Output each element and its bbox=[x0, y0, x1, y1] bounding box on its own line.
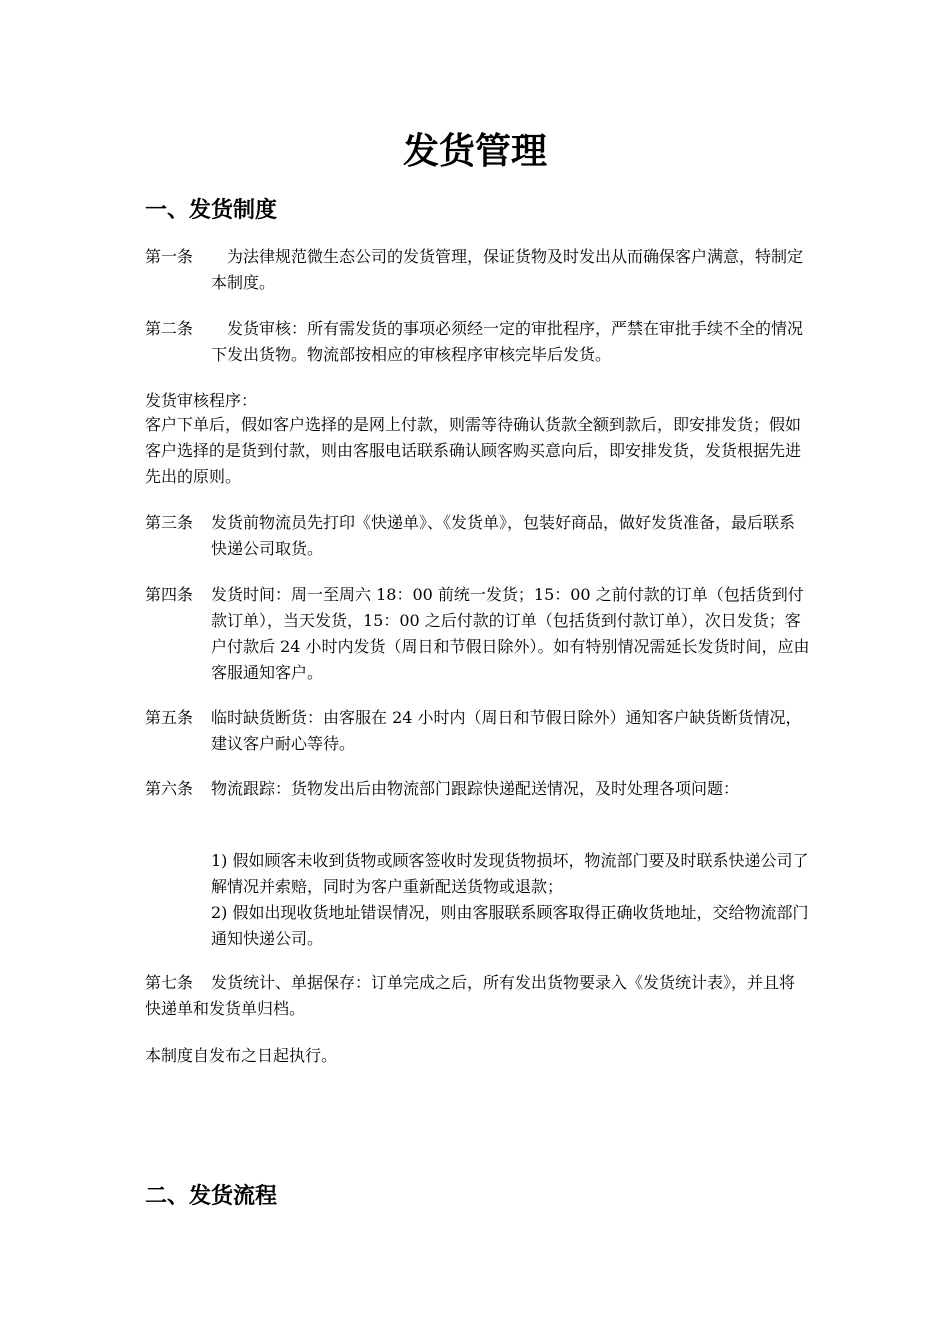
article-5-label: 第五条 bbox=[145, 708, 194, 727]
article-7-text: 发货统计、单据保存：订单完成之后，所有发出货物要录入《发货统计表》，并且将快递单和发货单归档。 bbox=[145, 973, 796, 1018]
article-6-item-1: 1) 假如顾客未收到货物或顾客签收时发现货物损坏，物流部门要及时联系快递公司了解情况并索赔，同时为客户重新配送货物或退款； bbox=[211, 851, 809, 896]
article-1-text: 为法律规范微生态公司的发货管理，保证货物及时发出从而确保客户满意，特制定本制度。 bbox=[211, 247, 804, 292]
article-6-text: 物流跟踪：货物发出后由物流部门跟踪快递配送情况，及时处理各项问题： bbox=[211, 779, 740, 798]
section-heading-shipping-process: 二、发货流程 bbox=[145, 1183, 278, 1209]
article-6-label: 第六条 bbox=[145, 779, 194, 798]
article-5-text: 临时缺货断货：由客服在 24 小时内（周日和节假日除外）通知客户缺货断货情况，建议客户耐心等待。 bbox=[211, 708, 802, 753]
review-procedure-text: 客户下单后，假如客户选择的是网上付款，则需等待确认货款全额到款后，即安排发货；假如客户选择的是货到付款，则由客服电话联系确认顾客购买意向后，即安排发货，发货根据先进先出的原则。 bbox=[145, 415, 802, 486]
article-2-label: 第二条 bbox=[145, 319, 194, 338]
article-1-label: 第一条 bbox=[145, 247, 194, 266]
closing-statement: 本制度自发布之日起执行。 bbox=[145, 1046, 338, 1065]
article-4-text: 发货时间：周一至周六 18：00 前统一发货；15：00 之前付款的订单（包括货到付款订单），当天发货，15：00 之后付款的订单（包括货到付款订单），次日发货；客户付款后 24 小时内发货（周日和节假日除外）。如有特别情况需延长发货时间，应由客服通知客户。 bbox=[211, 585, 810, 682]
article-1 bbox=[145, 244, 810, 296]
article-6 bbox=[145, 776, 810, 802]
article-4-label: 第四条 bbox=[145, 585, 194, 604]
article-2 bbox=[145, 316, 810, 368]
review-procedure-heading: 发货审核程序： bbox=[145, 391, 258, 410]
page-title: 发货管理 bbox=[402, 130, 547, 172]
article-3 bbox=[145, 510, 810, 562]
article-2-text: 发货审核：所有需发货的事项必须经一定的审批程序，严禁在审批手续不全的情况下发出货物。物流部按相应的审核程序审核完毕后发货。 bbox=[211, 319, 804, 364]
article-5 bbox=[145, 705, 810, 757]
article-6-item-2: 2) 假如出现收货地址错误情况，则由客服联系顾客取得正确收货地址，交给物流部门通知快递公司。 bbox=[211, 903, 809, 948]
article-3-text: 发货前物流员先打印《快递单》、《发货单》，包装好商品，做好发货准备，最后联系快递公司取货。 bbox=[211, 513, 796, 558]
article-3-label: 第三条 bbox=[145, 513, 194, 532]
article-4 bbox=[145, 582, 810, 686]
article-7-label: 第七条 bbox=[145, 973, 194, 992]
section-heading-shipping-policy: 一、发货制度 bbox=[145, 197, 278, 223]
